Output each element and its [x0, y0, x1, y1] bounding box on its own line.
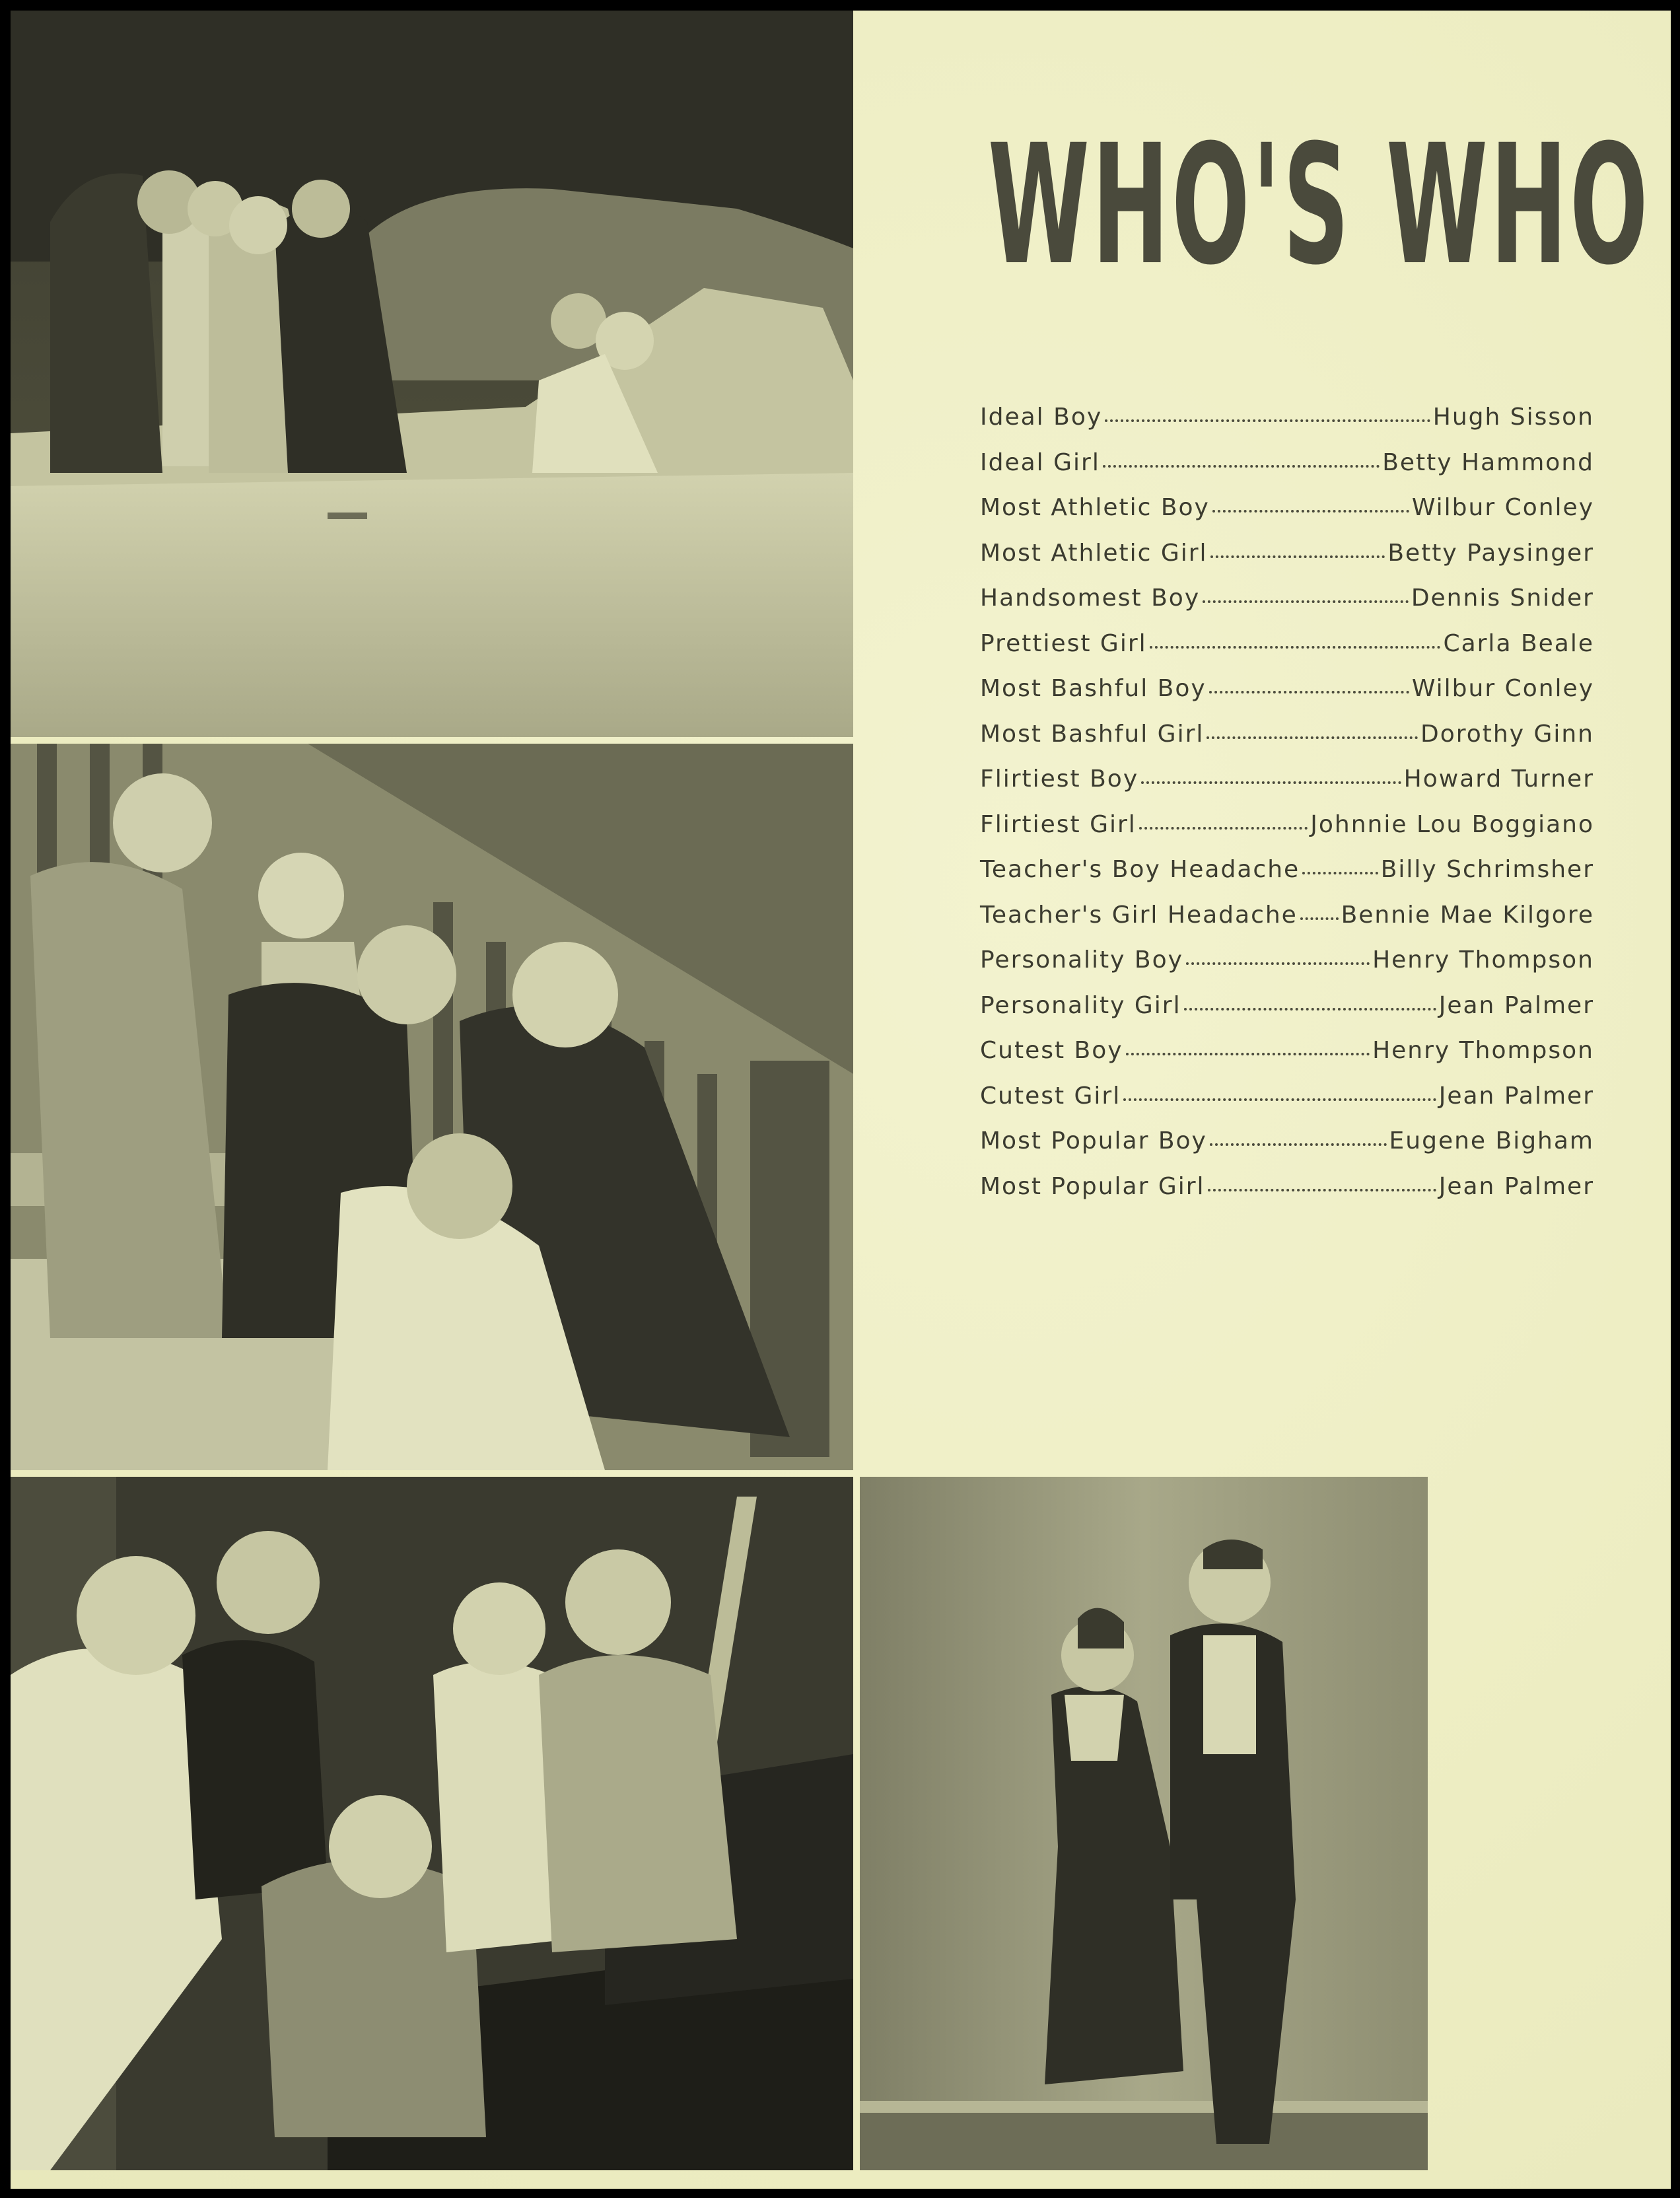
superlative-row — [980, 585, 1594, 630]
dot-leader — [1212, 510, 1409, 513]
dot-leader — [1300, 917, 1339, 920]
superlative-row — [980, 811, 1594, 857]
superlative-row — [980, 1037, 1594, 1082]
superlative-award: Personality Girl — [980, 991, 1181, 1019]
superlative-winner: Carla Beale — [1443, 629, 1594, 657]
superlative-winner: Betty Hammond — [1382, 448, 1594, 476]
superlative-award: Most Bashful Boy — [980, 675, 1207, 702]
superlative-row — [980, 449, 1594, 495]
dot-leader — [1126, 1053, 1370, 1055]
superlative-row — [980, 946, 1594, 992]
superlative-row — [980, 675, 1594, 721]
dot-leader — [1210, 1143, 1387, 1146]
superlative-winner: Jean Palmer — [1438, 1172, 1594, 1200]
photo-staircase-group — [11, 744, 853, 1470]
superlative-award: Flirtiest Girl — [980, 810, 1137, 838]
superlative-row — [980, 902, 1594, 947]
superlative-winner: Hugh Sisson — [1432, 404, 1594, 431]
superlative-row — [980, 494, 1594, 540]
superlative-award: Teacher's Girl Headache — [980, 901, 1298, 929]
dot-leader — [1186, 962, 1370, 965]
page-title: WHO'S WHO — [988, 109, 1651, 301]
dot-leader — [1150, 646, 1441, 649]
superlative-row — [980, 721, 1594, 766]
dot-leader — [1203, 600, 1409, 603]
superlative-award: Most Athletic Girl — [980, 539, 1208, 567]
superlative-award: Personality Boy — [980, 946, 1183, 974]
superlative-award: Handsomest Boy — [980, 585, 1201, 612]
superlative-winner: Jean Palmer — [1438, 991, 1594, 1019]
superlative-row — [980, 1082, 1594, 1128]
dot-leader — [1302, 872, 1378, 874]
superlative-row — [980, 1173, 1594, 1219]
dot-leader — [1210, 555, 1385, 558]
superlative-award: Ideal Boy — [980, 404, 1103, 431]
superlative-winner: Henry Thompson — [1372, 1037, 1594, 1064]
superlative-row — [980, 765, 1594, 811]
dot-leader — [1209, 691, 1409, 693]
yearbook-page — [11, 11, 1671, 2189]
dot-leader — [1207, 736, 1418, 739]
superlatives-list — [980, 404, 1594, 1218]
photo-piano-group — [11, 1477, 853, 2170]
superlative-winner: Eugene Bigham — [1389, 1127, 1594, 1154]
superlative-winner: Johnnie Lou Boggiano — [1310, 810, 1594, 838]
superlative-row — [980, 404, 1594, 449]
superlative-winner: Wilbur Conley — [1411, 494, 1594, 521]
dot-leader — [1103, 465, 1380, 468]
dot-leader — [1141, 781, 1401, 784]
photo-convertible-group — [11, 11, 853, 737]
superlative-winner: Wilbur Conley — [1411, 675, 1594, 702]
dot-leader — [1123, 1098, 1436, 1101]
superlative-row — [980, 992, 1594, 1038]
superlative-award: Most Popular Boy — [980, 1127, 1207, 1154]
superlative-award: Flirtiest Boy — [980, 765, 1139, 793]
dot-leader — [1208, 1189, 1436, 1191]
dot-leader — [1105, 419, 1430, 422]
superlative-winner: Dorothy Ginn — [1420, 720, 1594, 748]
superlative-winner: Billy Schrimsher — [1380, 856, 1594, 883]
superlative-award: Cutest Girl — [980, 1082, 1121, 1110]
superlative-award: Cutest Boy — [980, 1037, 1123, 1064]
superlative-winner: Dennis Snider — [1411, 585, 1594, 612]
superlative-award: Prettiest Girl — [980, 629, 1147, 657]
superlative-award: Teacher's Boy Headache — [980, 856, 1300, 883]
dot-leader — [1184, 1008, 1436, 1010]
superlative-winner: Henry Thompson — [1372, 946, 1594, 974]
superlative-row — [980, 1127, 1594, 1173]
photo-couple-stage — [860, 1477, 1428, 2170]
superlative-row — [980, 630, 1594, 676]
superlative-row — [980, 540, 1594, 585]
superlative-winner: Betty Paysinger — [1387, 539, 1594, 567]
superlative-award: Most Popular Girl — [980, 1172, 1205, 1200]
superlative-award: Most Bashful Girl — [980, 720, 1205, 748]
superlative-award: Ideal Girl — [980, 448, 1100, 476]
superlative-row — [980, 856, 1594, 902]
superlative-award: Most Athletic Boy — [980, 494, 1210, 521]
superlative-winner: Bennie Mae Kilgore — [1341, 901, 1594, 929]
dot-leader — [1139, 827, 1308, 830]
superlative-winner: Howard Turner — [1403, 765, 1594, 793]
superlative-winner: Jean Palmer — [1438, 1082, 1594, 1110]
